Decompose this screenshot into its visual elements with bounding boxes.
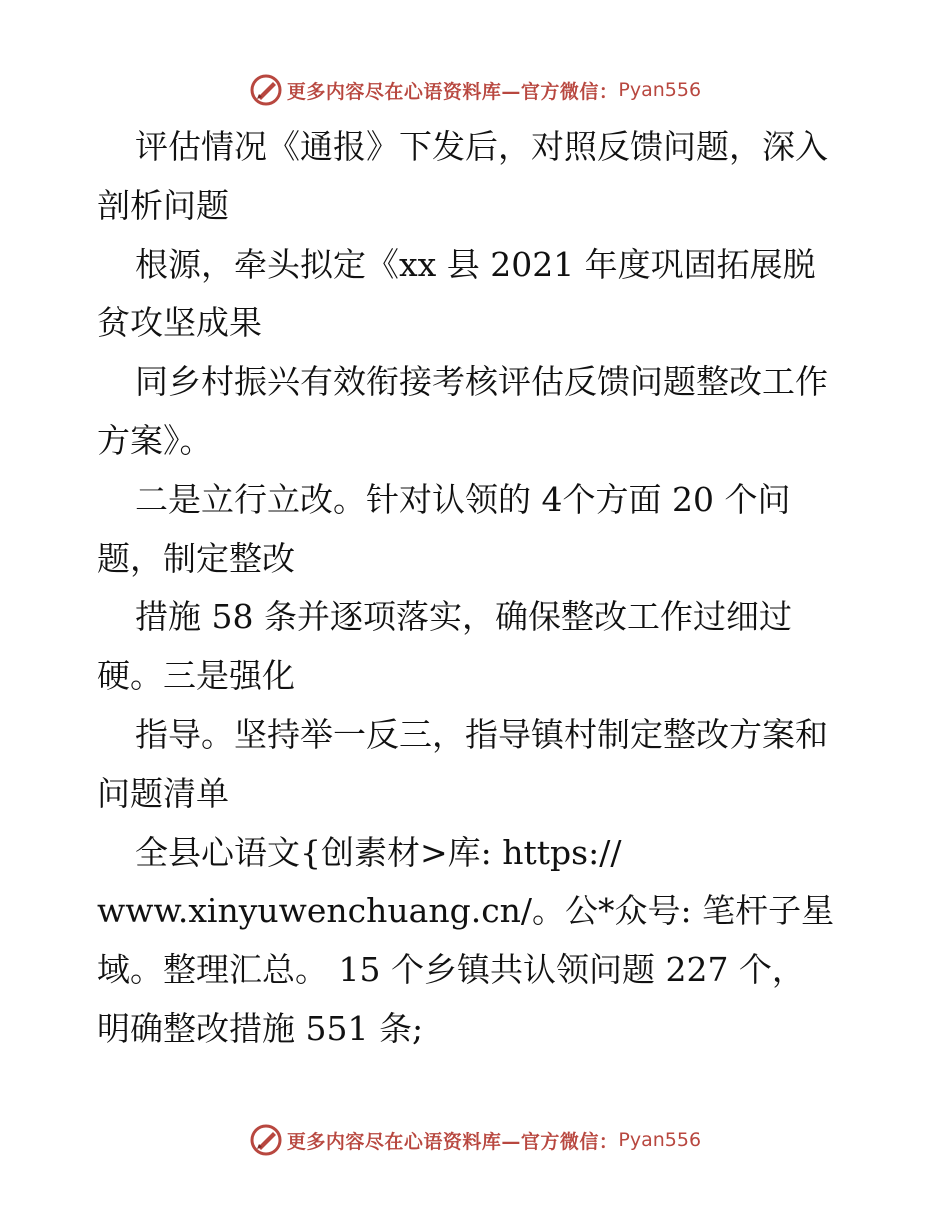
text-line: 剖析问题 <box>97 185 229 225</box>
watermark-text: 更多内容尽在心语资料库—官方微信： <box>286 80 619 103</box>
text-line: 贫攻坚成果 <box>97 303 262 343</box>
watermark-wechat-id: Pyan556 <box>618 79 702 101</box>
text-line: 措施 58 条并逐项落实，确保整改工作过细过 <box>135 597 792 637</box>
text-line: 题，制定整改 <box>97 538 295 578</box>
logo-icon <box>249 1123 283 1157</box>
footer-watermark <box>0 1120 950 1160</box>
document-body <box>97 118 877 1059</box>
text-line: 全县心语文{创素材>库: https:// <box>135 832 622 872</box>
text-line: 根源，牵头拟定《xx 县 2021 年度巩固拓展脱 <box>135 244 816 284</box>
text-line: 二是立行立改。针对认领的 4个方面 20 个问 <box>135 479 791 519</box>
header-watermark <box>0 70 950 110</box>
text-line: 方案》。 <box>97 420 213 460</box>
watermark-wechat-id: Pyan556 <box>618 1129 702 1151</box>
text-line: 域。整理汇总。 15 个乡镇共认领问题 227 个， <box>97 950 805 990</box>
text-line: 硬。三是强化 <box>97 656 295 696</box>
text-line: 问题清单 <box>97 773 229 813</box>
text-line: www.xinyuwenchuang.cn/。公*众号: 笔杆子星 <box>97 891 835 931</box>
watermark-text: 更多内容尽在心语资料库—官方微信： <box>286 1130 619 1153</box>
text-line: 评估情况《通报》下发后，对照反馈问题，深入 <box>135 127 828 166</box>
text-line: 指导。坚持举一反三，指导镇村制定整改方案和 <box>135 714 828 754</box>
logo-icon <box>249 73 283 107</box>
text-line: 同乡村振兴有效衔接考核评估反馈问题整改工作 <box>135 362 828 402</box>
text-line: 明确整改措施 551 条; <box>97 1008 424 1048</box>
